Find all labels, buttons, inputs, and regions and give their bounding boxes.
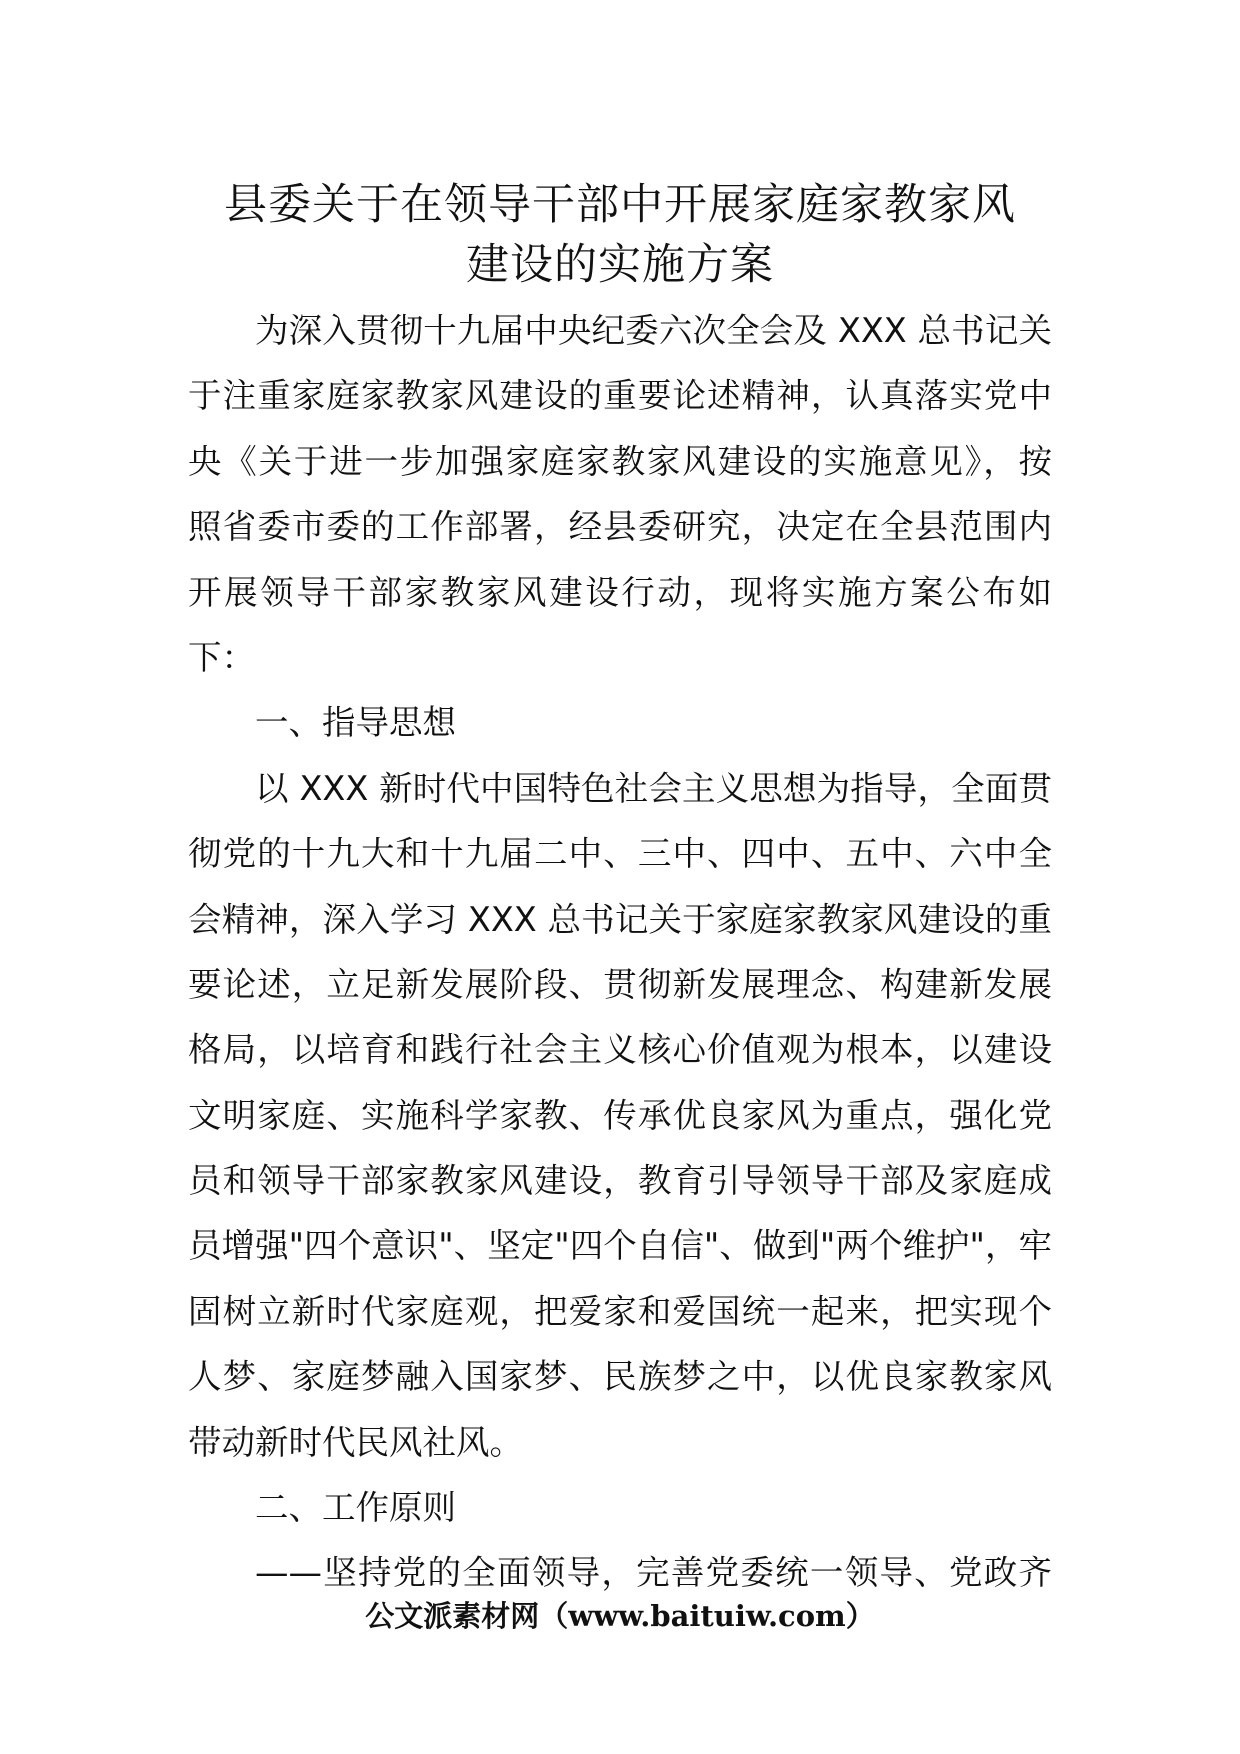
paragraph-line: 员增强"四个意识"、坚定"四个自信"、做到"两个维护"，牢 (188, 1226, 1052, 1266)
footer-watermark: 公文派素材网（www.baituiw.com） (365, 1599, 875, 1633)
document-title-line-2: 建设的实施方案 (466, 240, 774, 290)
paragraph-line: 会精神，深入学习 XXX 总书记关于家庭家教家风建设的重 (188, 899, 1052, 939)
paragraph-line: 为深入贯彻十九届中央纪委六次全会及 XXX 总书记关 (255, 311, 1052, 350)
section-heading: 二、工作原则 (255, 1488, 456, 1528)
paragraph-line: 固树立新时代家庭观，把爱家和爱国统一起来，把实现个 (188, 1291, 1052, 1331)
section-heading: 一、指导思想 (255, 703, 456, 743)
paragraph-line: 人梦、家庭梦融入国家梦、民族梦之中，以优良家教家风 (188, 1357, 1052, 1397)
paragraph-line: ——坚持党的全面领导，完善党委统一领导、党政齐 (255, 1553, 1052, 1593)
paragraph-line: 要论述，立足新发展阶段、贯彻新发展理念、构建新发展 (188, 964, 1052, 1004)
paragraph-line: 照省委市委的工作部署，经县委研究，决定在全县范围内 (188, 507, 1052, 547)
document-body (188, 298, 1052, 1606)
paragraph-line: 员和领导干部家教家风建设，教育引导领导干部及家庭成 (188, 1161, 1052, 1201)
paragraph-line: 开展领导干部家教家风建设行动，现将实施方案公布如 (188, 572, 1052, 612)
paragraph-line: 带动新时代民风社风。 (188, 1422, 523, 1462)
paragraph-line: 彻党的十九大和十九届二中、三中、四中、五中、六中全 (188, 834, 1052, 874)
paragraph-line: 以 XXX 新时代中国特色社会主义思想为指导，全面贯 (255, 768, 1052, 808)
paragraph-line: 格局，以培育和践行社会主义核心价值观为根本，以建设 (188, 1030, 1052, 1070)
paragraph-line: 央《关于进一步加强家庭家教家风建设的实施意见》，按 (188, 441, 1052, 481)
paragraph-line: 下： (188, 637, 255, 677)
document-title-line-1: 县委关于在领导干部中开展家庭家教家风 (224, 180, 1016, 230)
paragraph-line: 于注重家庭家教家风建设的重要论述精神，认真落实党中 (188, 376, 1052, 416)
paragraph-line: 文明家庭、实施科学家教、传承优良家风为重点，强化党 (188, 1095, 1052, 1135)
